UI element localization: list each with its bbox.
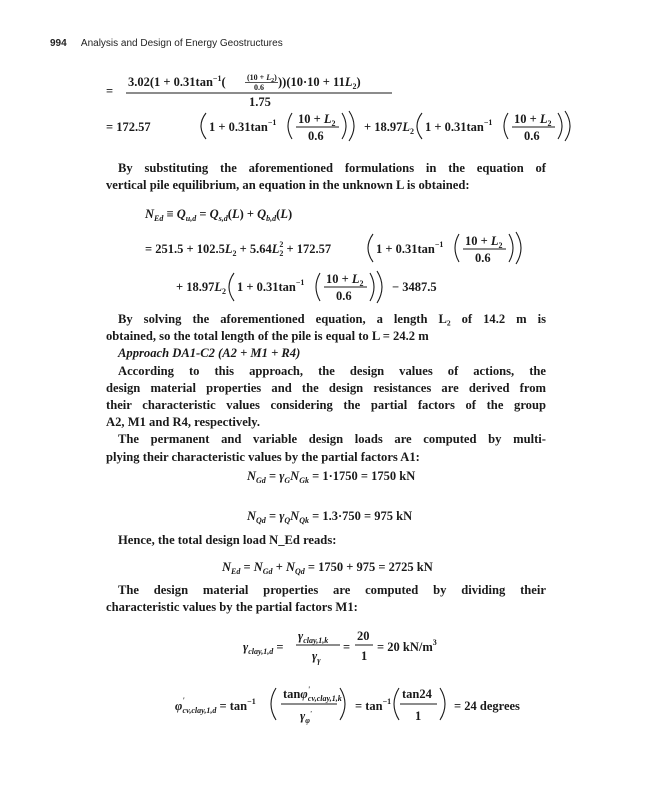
- equation-ned-definition: [144, 207, 292, 223]
- equation-ned-line-2: [176, 271, 437, 303]
- phi-denominator: 1: [415, 709, 422, 723]
- svg-text:NEd = NGd + NQd = 1750 + 975 =: $N_{Ed} = N_{Gd} + N_{Qd} = 1750 + 975 = 2725$ kN: [222, 560, 433, 576]
- equation-gamma-clay: [243, 629, 437, 665]
- ned-constant: − 3487.5: [392, 280, 437, 294]
- gamma-clay-denominator: 1: [361, 649, 368, 663]
- svg-text:=: =: [343, 640, 351, 654]
- svg-text:=: =: [106, 84, 114, 98]
- paragraph-substituting: By substituting the aforementioned formulations in the equation of vertical pile equilibrium, an equation in the unknown L is obtained:: [106, 161, 546, 193]
- page-number: 994: [50, 38, 67, 49]
- svg-text:tanφ'cv,clay,1,k: tanφ' cv,clay,1,k: [283, 685, 342, 703]
- svg-text:γclay,1,d =: $\gamma_{clay,1,d}$ =: [243, 640, 284, 656]
- equation-ned-total: [221, 560, 433, 576]
- eq1-denominator: 1.75: [249, 95, 271, 109]
- svg-text:γγ: $\gamma_\gamma$: [312, 649, 321, 665]
- svg-text:= tan−1: = $\tan^{-1}$: [355, 697, 392, 713]
- phi-numerator: tan24: [402, 687, 432, 701]
- svg-text:= 251.5 + 102.5L2 + 5.64L22 +: = $251.5 + 102.5L_2 + 5.64L^2$ 2 + 172.57: [145, 240, 332, 258]
- equation-2: [106, 111, 570, 143]
- svg-text:3.02(1 + 0.31tan−1(: $3.02(1 + 0.31\tan^{-1}$(: [128, 74, 226, 89]
- gamma-clay-numerator: 20: [357, 629, 370, 643]
- svg-text:0.6: 0.6: [336, 289, 352, 303]
- svg-text:0.6: 0.6: [524, 129, 540, 143]
- svg-text:= 172.57: = 172.57: [106, 120, 151, 134]
- svg-text:γφ': $\gamma_\varphi'$: [300, 709, 312, 725]
- svg-text:(10 + L2): $(10 + L_2)$: [247, 73, 277, 84]
- running-title: Analysis and Design of Energy Geostructures: [80, 38, 283, 49]
- svg-text:NEd ≡ Qu,d = Qs,d(L) + Qb,d(L): $N_{Ed} \equiv Q_{u,d} = Q_{s,d}(L) + Q_{b,d}(L)$: [145, 207, 293, 223]
- svg-text:1 + 0.31tan−1: $1 + 0.31\tan^{-1}$: [209, 118, 277, 134]
- paragraph-solving: By solving the aforementioned equation, a length L₂ of 14.2 m is obtained, so the total length of the pile is equal to L = 24.2 m Approach DA1-C2 (A2 + M1 + R4) According to this approach, the design values of actions, the design material properties and the design resistances are derived from their characteristic values considering the partial factors of the group A2, M1 and R4, respectively. The permanent and variable design loads are computed by multi- plying their characteristic values by the partial factors A1:: [106, 312, 546, 464]
- svg-text:10 + L2: $10 + L_2$: [298, 112, 336, 128]
- equation-phi-clay: [175, 685, 520, 725]
- svg-text:NQd = γQNQk = 1.3·750 = 975 kN: $N_{Qd} = \gamma_QN_{Qk} = 1.3\cdot 750 = 975$ kN: [247, 509, 413, 525]
- svg-text:0.6: 0.6: [308, 129, 324, 143]
- svg-text:1 + 0.31tan−1: $1 + 0.31\tan^{-1}$: [237, 278, 305, 294]
- equation-1: [106, 73, 392, 109]
- svg-text:φ'cv,clay,1,d = tan−1: φ' cv,clay,1,d = $\tan^{-1}$: [175, 696, 256, 715]
- svg-text:NGd = γGNGk = 1·1750 = 1750 kN: $N_{Gd} = \gamma_GN_{Gk} = 1\cdot 1750 = 1750$ kN: [247, 469, 416, 485]
- equation-ned-line-1: [145, 232, 521, 265]
- svg-text:0.6: 0.6: [254, 83, 264, 92]
- svg-text:1 + 0.31tan−1: $1 + 0.31\tan^{-1}$: [376, 240, 444, 256]
- svg-text:= 20 kN/m3: = 20 $kN/m^3$: [377, 638, 437, 654]
- svg-text:10 + L2: $10 + L_2$: [326, 272, 364, 288]
- equation-nqd: [246, 509, 412, 525]
- paragraph-hence: Hence, the total design load N_Ed reads:: [118, 533, 337, 547]
- phi-result: = 24 degrees: [454, 699, 520, 713]
- svg-text:10 + L2: $10 + L_2$: [465, 234, 503, 250]
- svg-text:))(10·10 + 11L2): ))$(10\cdot 10 + 11L_2)$: [278, 75, 361, 91]
- approach-heading: Approach DA1-C2 (A2 + M1 + R4): [118, 346, 301, 361]
- svg-text:+ 18.97L2: + $18.97L_2$: [364, 120, 415, 136]
- equation-ngd: [246, 469, 415, 485]
- svg-text:0.6: 0.6: [475, 251, 491, 265]
- svg-text:10 + L2: $10 + L_2$: [514, 112, 552, 128]
- svg-text:+ 18.97L2: + $18.97L_2$: [176, 280, 227, 296]
- svg-text:γclay,1,k: $\gamma_{clay,1,k}$: [298, 629, 329, 645]
- paragraph-material: The design material properties are computed by dividing their characteristic values by the partial factors M1:: [106, 583, 546, 615]
- svg-text:1 + 0.31tan−1: $1 + 0.31\tan^{-1}$: [425, 118, 493, 134]
